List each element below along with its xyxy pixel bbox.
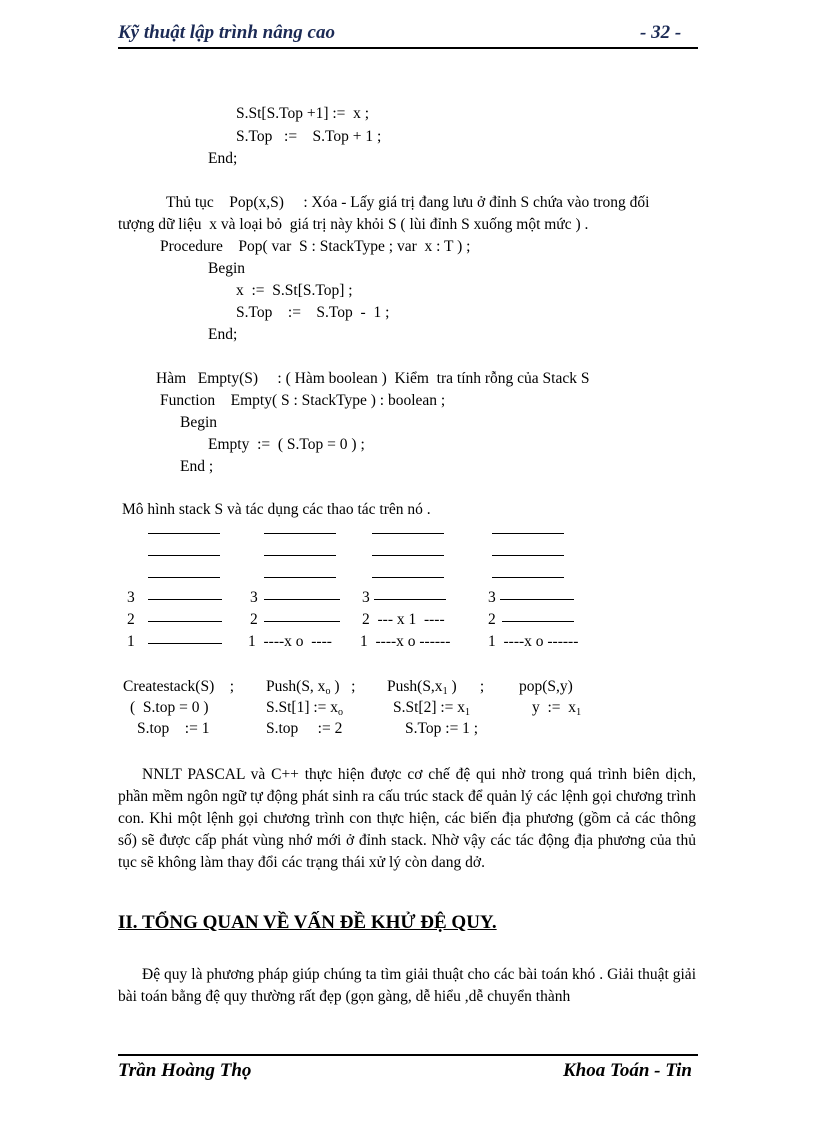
stack-slot [264,621,340,622]
stack-slot [264,555,336,556]
op-push-text: Push(S,x [387,678,443,695]
stack-slot [500,599,574,600]
stack-slot [148,533,220,534]
stack-level-label: 3 [127,589,135,606]
code-line: Empty := ( S.Top = 0 ) ; [208,436,365,453]
op-createstack: Createstack(S) ; [123,678,235,695]
stack-slot [372,533,444,534]
body-paragraph: Đệ quy là phương pháp giúp chúng ta tìm giải thuật cho các bài toán khó . Giải thuật giải bài toán bằng đệ quy thường rất đẹp (gọn gàng, dễ hiểu ,dễ chuyển thành [118,966,696,1005]
stack-slot [492,555,564,556]
effect-text: ( S.top = 0 ) [130,699,209,716]
footer-author: Trần Hoàng Thọ [118,1060,252,1081]
op-push-x1 [387,678,484,701]
stack-cell-x0: 1 ----x o ------ [488,633,579,650]
stack-level-label: 1 [127,633,135,650]
effect-text [266,699,343,722]
subscript: o [338,707,344,718]
effect-assign: S.St[1] := x [266,699,339,716]
stack-level-label: 3 [362,589,370,606]
pop-description-line2: tượng dữ liệu x và loại bỏ giá trị này khỏi S ( lùi đỉnh S xuống một mức ) . [118,216,589,233]
effect-text: S.Top := 1 ; [405,720,479,737]
stack-slot [492,577,564,578]
code-line: Begin [180,414,218,431]
stack-cell-x0: 1 ----x o ---- [248,633,332,650]
stack-slot [148,643,222,644]
stack-level-label: 2 [250,611,258,628]
stack-slot [264,599,340,600]
op-push-x0 [266,678,355,701]
effect-text [393,699,470,722]
stack-slot [372,555,444,556]
op-push-text: Push(S, x [266,678,326,695]
stack-level-label: 3 [250,589,258,606]
code-line: Function Empty( S : StackType ) : boolean ; [160,392,446,409]
stack-cell-x0: 1 ----x o ------ [360,633,451,650]
stack-level-label: 3 [488,589,496,606]
subscript: 1 [576,707,582,718]
header-page-number: - 32 - [640,22,682,43]
stack-slot [264,577,336,578]
stack-slot [372,577,444,578]
op-pop: pop(S,y) [519,678,573,695]
stack-slot [502,621,574,622]
subscript: 1 [465,707,471,718]
code-line: Procedure Pop( var S : StackType ; var x : T ) ; [160,238,471,255]
code-line: S.Top := S.Top - 1 ; [236,304,390,321]
effect-assign: S.St[2] := x [393,699,466,716]
stack-slot [148,621,222,622]
code-line: Begin [208,260,246,277]
stack-slot [148,577,220,578]
stack-slot [148,599,222,600]
effect-text: S.top := 1 [137,720,210,737]
code-line: S.St[S.Top +1] := x ; [236,105,370,122]
code-line: End; [208,326,238,343]
section-heading: II. TỔNG QUAN VỀ VẤN ĐỀ KHỬ ĐỆ QUY. [118,912,497,933]
effect-text: S.top := 2 [266,720,343,737]
op-push-tail: ) ; [447,678,485,695]
code-line: S.Top := S.Top + 1 ; [236,128,382,145]
effect-text [532,699,581,722]
code-line: End ; [180,458,214,475]
footer-rule [118,1054,698,1056]
header-title: Kỹ thuật lập trình nâng cao [118,22,335,43]
stack-slot [264,533,336,534]
effect-assign: y := x [532,699,577,716]
header-rule [118,47,698,49]
stack-slot [148,555,220,556]
pop-description-line1: Thủ tục Pop(x,S) : Xóa - Lấy giá trị đang lưu ở đỉnh S chứa vào trong đối [166,194,650,211]
stack-cell-x1: 2 --- x 1 ---- [362,611,445,628]
body-paragraph: NNLT PASCAL và C++ thực hiện được cơ chế đệ qui nhờ trong quá trình biên dịch, phần mềm ngôn ngữ tự động phát sinh ra cấu trúc stack để quản lý các lệnh gọi chương trình con. Khi một lệnh gọi chương trình con thực hiện, các biến địa phương (gồm cả các thông số) sẽ được cấp phát vùng nhớ mới ở đỉnh stack. Nhờ vậy các tác động địa phương của thủ tục sẽ không làm thay đổi các trạng thái xử lý còn dang dở. [118,766,696,871]
stack-slot [492,533,564,534]
stack-slot [374,599,446,600]
subscript: o [325,686,331,697]
empty-description: Hàm Empty(S) : ( Hàm boolean ) Kiểm tra tính rỗng của Stack S [156,370,590,387]
code-line: x := S.St[S.Top] ; [236,282,353,299]
footer-department: Khoa Toán - Tin [563,1060,692,1081]
subscript: 1 [442,686,448,697]
diagram-caption: Mô hình stack S và tác dụng các thao tác trên nó . [122,501,431,518]
op-push-tail: ) ; [330,678,356,695]
stack-level-label: 2 [127,611,135,628]
stack-level-label: 2 [488,611,496,628]
code-line: End; [208,150,238,167]
